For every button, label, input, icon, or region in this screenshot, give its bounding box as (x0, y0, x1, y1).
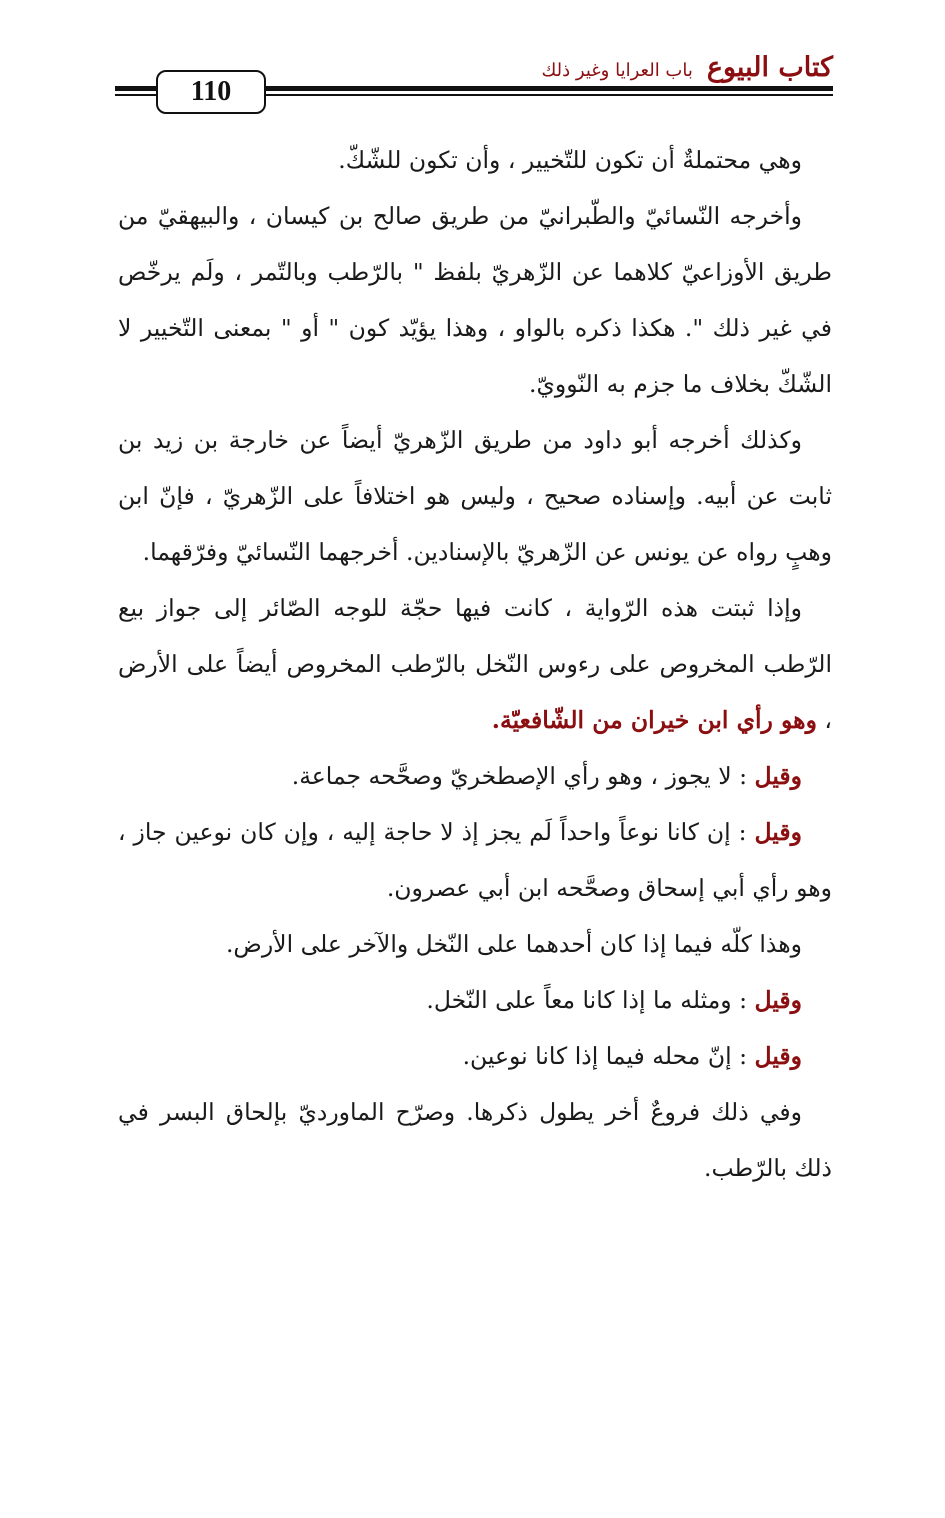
paragraph-text: : لا يجوز ، وهو رأي الإصطخريّ وصحَّحه جماعة. (291, 762, 748, 790)
opinion-label: وقيل (754, 762, 802, 790)
paragraph-text: : إن كانا نوعاً واحداً لَم يجز إذ لا حاجة إليه ، وإن كان نوعين جاز ، وهو رأي أبي إسحاق وصحَّحه ابن أبي عصرون. (118, 818, 832, 902)
paragraph-text: : ومثله ما إذا كانا معاً على النّخل. (426, 986, 748, 1014)
opinion-paragraph (118, 972, 832, 1028)
paragraph (118, 188, 832, 412)
paragraph-text: : إنّ محله فيما إذا كانا نوعين. (462, 1042, 748, 1070)
paragraph-text: وأخرجه النّسائيّ والطّبرانيّ من طريق صالح بن كيسان ، والبيهقيّ من طريق الأوزاعيّ كلاهما عن الزّهريّ بلفظ " بالرّطب وبالتّمر ، ولَم يرخّص في غير ذلك ". هكذا ذكره بالواو ، وهذا يؤيّد كون " أو " بمعنى التّخيير لا الشّكّ بخلاف ما جزم به النّوويّ. (118, 202, 832, 398)
opinion-paragraph (118, 804, 832, 916)
page-header (115, 48, 833, 128)
paragraph (118, 132, 832, 188)
paragraph (118, 580, 832, 748)
paragraph (118, 916, 832, 972)
paragraph-text: وإذا ثبتت هذه الرّواية ، كانت فيها حجّة للوجه الصّائر إلى جواز بيع الرّطب المخروص على رءوس النّخل بالرّطب المخروص أيضاً على الأرض ، (118, 594, 832, 734)
paragraph-text: وفي ذلك فروعٌ أخر يطول ذكرها. وصرّح الماورديّ بإلحاق البسر في ذلك بالرّطب. (118, 1098, 832, 1182)
opinion-paragraph (118, 1028, 832, 1084)
chapter-title: باب العرايا وغير ذلك (541, 60, 693, 81)
paragraph-text: وكذلك أخرجه أبو داود من طريق الزّهريّ أيضاً عن خارجة بن زيد بن ثابت عن أبيه. وإسناده صحيح ، وليس هو اختلافاً على الزّهريّ ، فإنّ ابن وهبٍ رواه عن يونس عن الزّهريّ بالإسنادين. أخرجهما النّسائيّ وفرّقهما. (118, 426, 832, 566)
opinion-label: وقيل (754, 1042, 802, 1070)
opinion-label: وقيل (754, 986, 802, 1014)
paragraph (118, 412, 832, 580)
book-title: كتاب البيوع (706, 52, 833, 83)
highlighted-text: وهو رأي ابن خيران من الشّافعيّة. (491, 706, 817, 734)
running-head (542, 52, 833, 83)
page-number: 110 (156, 70, 266, 114)
page-body (118, 132, 832, 1196)
paragraph-text: وهذا كلّه فيما إذا كان أحدهما على النّخل والآخر على الأرض. (225, 930, 802, 958)
paragraph (118, 1084, 832, 1196)
opinion-paragraph (118, 748, 832, 804)
opinion-label: وقيل (754, 818, 802, 846)
paragraph-text: وهي محتملةٌ أن تكون للتّخيير ، وأن تكون للشّكّ. (338, 146, 802, 174)
